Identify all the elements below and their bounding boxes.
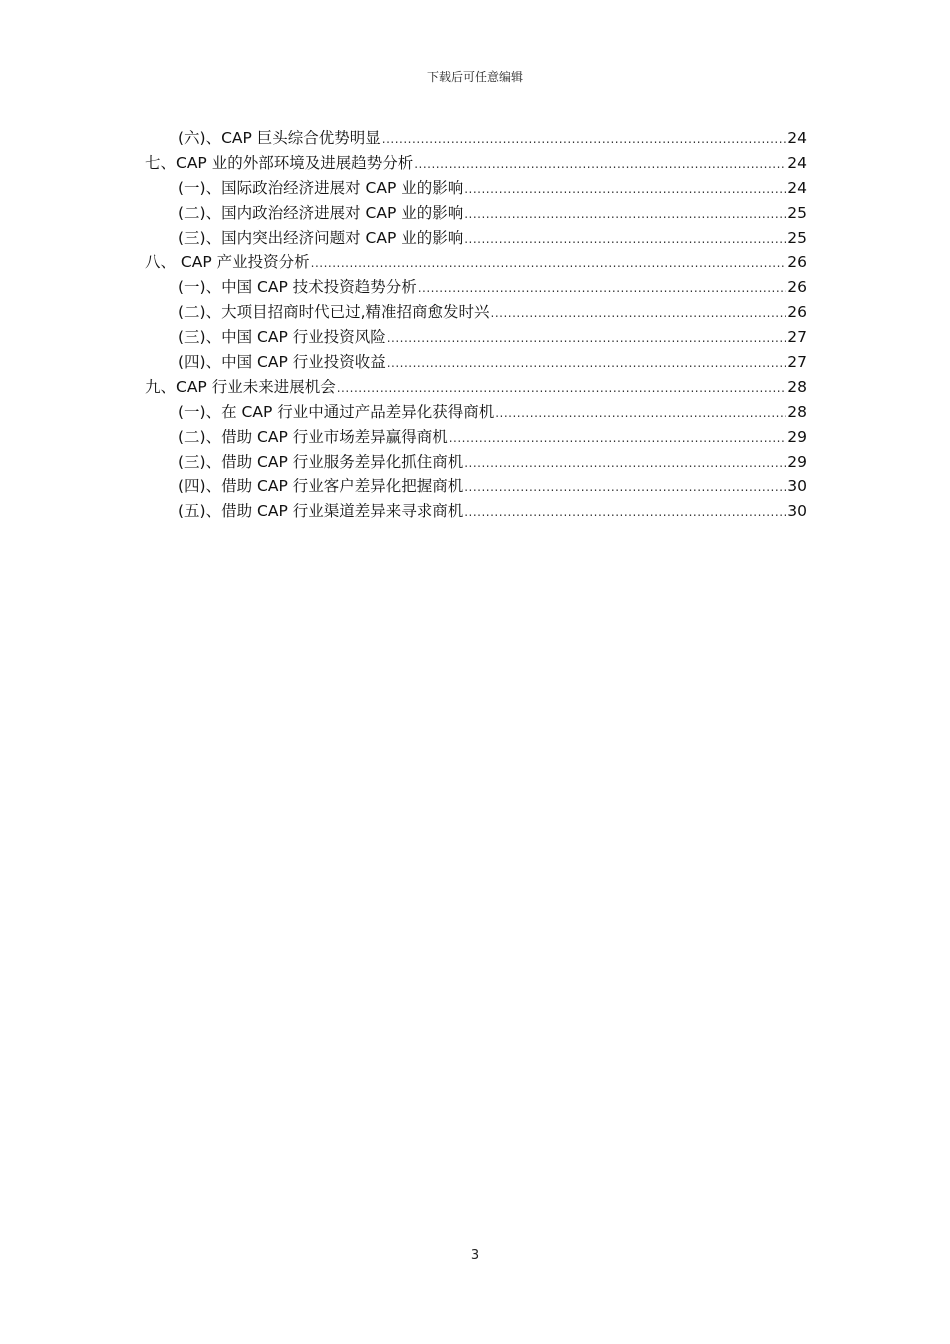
toc-dot-leader [491,301,787,326]
toc-entry[interactable] [145,325,807,350]
toc-entry-page: 30 [787,477,807,496]
toc-entry-title: (二)、国内政治经济进展对 CAP 业的影响 [178,203,464,222]
toc-entry[interactable] [145,425,807,450]
toc-dot-leader [495,401,786,426]
toc-entry-page: 28 [787,377,807,396]
toc-entry[interactable] [145,126,807,151]
toc-entry-title: (四)、借助 CAP 行业客户差异化把握商机 [178,477,464,496]
toc-entry-page: 29 [787,427,807,446]
page-header: 下载后可任意编辑 [426,70,523,84]
toc-entry[interactable] [145,250,807,275]
toc-dot-leader [464,177,786,202]
toc-entry-page: 26 [787,278,807,297]
toc-entry[interactable] [145,350,807,375]
toc-dot-leader [387,351,787,376]
toc-entry-page: 29 [787,452,807,471]
toc-entry-title: (二)、大项目招商时代已过,精准招商愈发时兴 [178,303,490,322]
toc-dot-leader [337,376,787,401]
toc-entry-title: (一)、国际政治经济进展对 CAP 业的影响 [178,178,464,197]
toc-entry-page: 26 [787,253,807,272]
toc-entry-page: 24 [787,129,807,147]
toc-entry-page: 28 [787,402,807,421]
toc-entry[interactable] [145,275,807,300]
toc-entry-page: 30 [787,502,807,521]
toc-entry[interactable] [145,400,807,425]
toc-entry-title: 七、CAP 业的外部环境及进展趋势分析 [145,153,414,172]
toc-dot-leader [464,202,786,227]
toc-dot-leader [418,276,787,301]
toc-dot-leader [414,152,786,177]
toc-dot-leader [464,451,786,476]
toc-entry-title: (四)、中国 CAP 行业投资收益 [178,353,386,372]
toc-entry[interactable] [145,176,807,201]
page-number: 3 [470,1248,480,1263]
toc-entry[interactable] [145,474,807,499]
toc-dot-leader [464,227,786,252]
toc-entry[interactable] [145,300,807,325]
toc-entry[interactable] [145,226,807,251]
toc-entry-title: 八、 CAP 产业投资分析 [145,253,310,272]
toc-entry[interactable] [145,499,807,524]
table-of-contents [145,126,807,524]
toc-dot-leader [387,326,787,351]
toc-entry-page: 26 [787,303,807,322]
toc-entry-page: 25 [787,228,807,247]
toc-dot-leader [449,426,787,451]
toc-entry[interactable] [145,151,807,176]
toc-entry-page: 27 [787,328,807,347]
toc-entry[interactable] [145,201,807,226]
toc-dot-leader [382,127,786,152]
toc-entry-title: (二)、借助 CAP 行业市场差异赢得商机 [178,427,448,446]
toc-entry-title: 九、CAP 行业未来进展机会 [145,377,336,396]
toc-dot-leader [311,251,787,276]
toc-entry[interactable] [145,450,807,475]
toc-entry-title: (三)、借助 CAP 行业服务差异化抓住商机 [178,452,464,471]
toc-entry-title: (三)、中国 CAP 行业投资风险 [178,328,386,347]
toc-entry-title: (一)、在 CAP 行业中通过产品差异化获得商机 [178,402,495,421]
toc-entry[interactable] [145,375,807,400]
toc-entry-title: (一)、中国 CAP 技术投资趋势分析 [178,278,417,297]
toc-entry-title: (三)、国内突出经济问题对 CAP 业的影响 [178,228,464,247]
toc-dot-leader [464,475,786,500]
toc-entry-page: 25 [787,203,807,222]
toc-entry-title: (五)、借助 CAP 行业渠道差异来寻求商机 [178,502,464,521]
toc-dot-leader [464,500,786,525]
toc-entry-page: 24 [787,178,807,197]
toc-entry-page: 27 [787,353,807,372]
toc-entry-page: 24 [787,153,807,172]
toc-entry-title: (六)、CAP 巨头综合优势明显 [178,129,381,147]
